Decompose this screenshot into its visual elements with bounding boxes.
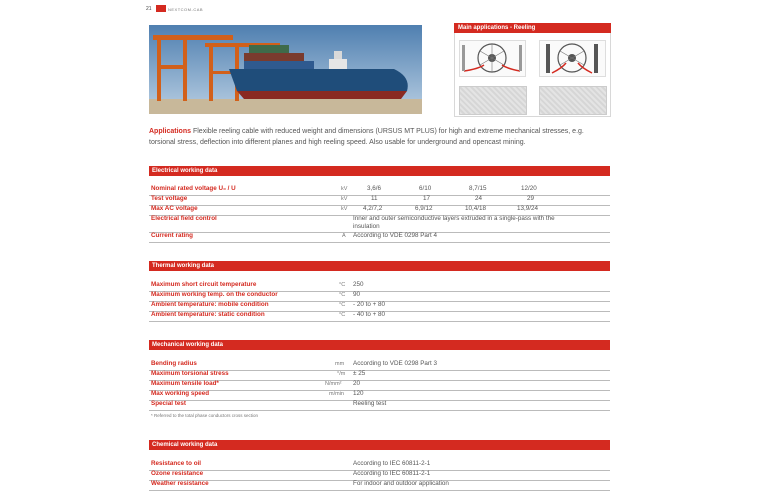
table-row	[149, 311, 610, 322]
row-label: Electrical field control	[151, 215, 217, 222]
section-chemical-title: Chemical working data	[149, 440, 610, 450]
table-row	[149, 480, 610, 491]
row-value: 120	[353, 390, 364, 397]
row-label: Resistance to oil	[151, 460, 202, 467]
row-value: 11	[371, 195, 378, 202]
row-unit: N/mm²	[325, 381, 342, 387]
section-thermal-title: Thermal working data	[149, 261, 610, 271]
row-label: Maximum torsional stress	[151, 370, 229, 377]
row-label: Nominal rated voltage U₀ / U	[151, 185, 236, 192]
row-label: Maximum working temp. on the conductor	[151, 291, 278, 298]
page-number: 21	[146, 6, 152, 12]
row-unit: A	[342, 233, 346, 239]
row-value: 3,6/6	[367, 185, 382, 192]
row-label: Test voltage	[151, 195, 188, 202]
row-value: According to VDE 0298 Part 3	[353, 360, 438, 367]
row-unit: m/min	[329, 391, 344, 397]
row-value: - 40 to + 80	[353, 311, 386, 318]
row-label: Ambient temperature: mobile condition	[151, 301, 269, 308]
row-label: Ozone resistance	[151, 470, 204, 477]
row-value: 29	[527, 195, 535, 202]
row-label: Bending radius	[151, 360, 197, 367]
row-value: According to IEC 60811-2-1	[353, 460, 431, 467]
row-unit: kV	[341, 206, 348, 212]
row-value: ± 25	[353, 370, 366, 377]
row-value: According to IEC 60811-2-1	[353, 470, 431, 477]
row-value: 90	[353, 291, 361, 298]
row-value: - 20 to + 80	[353, 301, 386, 308]
row-value: 10,4/18	[465, 205, 487, 212]
row-value: 6/10	[419, 185, 432, 192]
brand-logo	[156, 5, 166, 12]
table-row	[149, 215, 610, 233]
brand-name: NEXTCOM-CAB	[168, 7, 204, 12]
reeling-drawing-2	[539, 40, 606, 77]
applications-paragraph	[149, 126, 611, 148]
row-label: Ambient temperature: static condition	[151, 311, 265, 318]
application-image-3	[459, 86, 527, 115]
row-value: 17	[423, 195, 431, 202]
section-electrical-title: Electrical working data	[149, 166, 610, 176]
row-label: Maximum short circuit temperature	[151, 281, 257, 288]
row-unit: °C	[339, 312, 346, 318]
row-unit: kV	[341, 196, 348, 202]
applications-keyword: Applications	[149, 128, 192, 135]
ship-photo	[149, 25, 422, 114]
row-unit: kV	[341, 186, 348, 192]
applications-text: Flexible reeling cable with reduced weight and dimensions (URSUS MT PLUS) for high and extreme mechanical stresses, e.g. torsional stress, deflection into different planes and high reeling speed. Also usable for underground and opencast mining.	[149, 128, 584, 146]
cable-reel-icon	[460, 41, 525, 76]
row-label: Special test	[151, 400, 186, 407]
row-value: Reeling test	[353, 400, 387, 407]
row-unit: °C	[339, 302, 346, 308]
ship-illustration	[149, 25, 422, 114]
row-unit: °/m	[337, 371, 346, 377]
row-value: According to VDE 0298 Part 4	[353, 232, 438, 239]
applications-title: Main applications - Reeling	[454, 23, 611, 33]
row-value: For indoor and outdoor application	[353, 480, 449, 487]
row-label: Max working speed	[151, 390, 210, 397]
row-label: Maximum tensile load*	[151, 380, 219, 387]
row-value: 8,7/15	[469, 185, 487, 192]
table-row	[149, 400, 610, 411]
footnote: * Referred to the total phase conductors cross section	[151, 413, 259, 418]
row-value: 20	[353, 380, 361, 387]
application-image-4	[539, 86, 607, 115]
row-unit: °C	[339, 292, 346, 298]
row-value: 250	[353, 281, 364, 288]
section-mechanical-title: Mechanical working data	[149, 340, 610, 350]
row-value: 12/20	[521, 185, 537, 192]
reeling-drawing-1	[459, 40, 526, 77]
row-label: Weather resistance	[151, 480, 209, 487]
row-value: 24	[475, 195, 483, 202]
row-label: Current rating	[151, 232, 193, 239]
table-row	[149, 232, 610, 243]
row-value: 13,9/24	[517, 205, 539, 212]
row-value: Inner and outer semiconductive layers extruded in a single-pass with the insulation	[353, 215, 555, 230]
row-value: 4,2/7,2	[363, 205, 383, 212]
row-unit: mm	[335, 361, 345, 367]
row-unit: °C	[339, 282, 346, 288]
row-label: Max AC voltage	[151, 205, 198, 212]
cable-drum-icon	[540, 41, 605, 76]
row-value: 6,9/12	[415, 205, 433, 212]
